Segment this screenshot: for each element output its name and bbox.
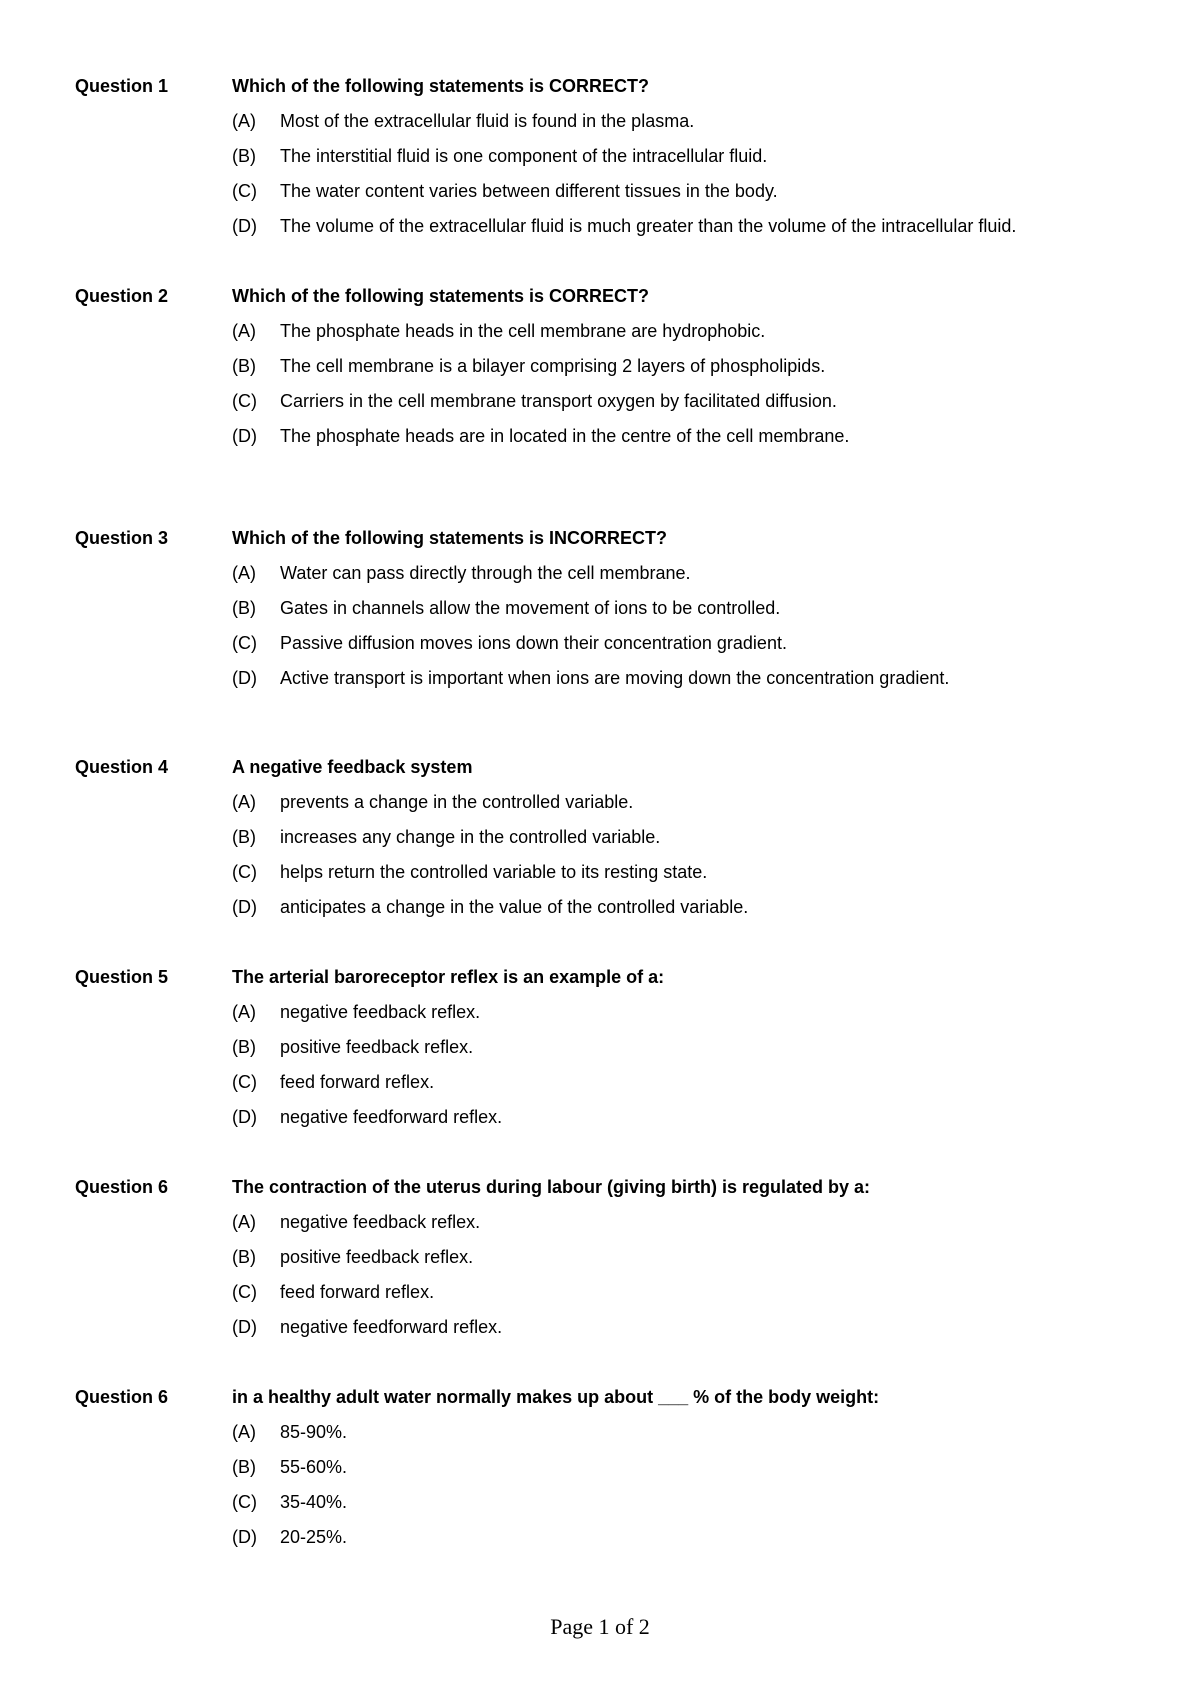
option-text: The cell membrane is a bilayer comprising 2 layers of phospholipids. bbox=[280, 356, 826, 376]
option-letter: (D) bbox=[232, 216, 257, 236]
option-letter: (A) bbox=[232, 1422, 256, 1442]
option-text: negative feedforward reflex. bbox=[280, 1317, 503, 1337]
option-text: Most of the extracellular fluid is found in the plasma. bbox=[280, 111, 695, 131]
option-text: Carriers in the cell membrane transport oxygen by facilitated diffusion. bbox=[280, 391, 837, 411]
question-label: Question 1 bbox=[75, 76, 169, 96]
option-text: positive feedback reflex. bbox=[280, 1247, 474, 1267]
option-text: The water content varies between different tissues in the body. bbox=[280, 181, 778, 201]
option-text: 85-90%. bbox=[280, 1422, 348, 1442]
question-label: Question 6 bbox=[75, 1177, 169, 1197]
option-letter: (C) bbox=[232, 1282, 257, 1302]
question-stem: Which of the following statements is CORRECT? bbox=[232, 286, 650, 306]
option-text: negative feedback reflex. bbox=[280, 1212, 481, 1232]
question-stem: Which of the following statements is INCORRECT? bbox=[232, 528, 668, 548]
option-letter: (C) bbox=[232, 181, 257, 201]
option-letter: (A) bbox=[232, 111, 256, 131]
option-text: negative feedforward reflex. bbox=[280, 1107, 503, 1127]
question-stem: The arterial baroreceptor reflex is an example of a: bbox=[232, 967, 665, 987]
question-label: Question 6 bbox=[75, 1387, 169, 1407]
option-text: 20-25%. bbox=[280, 1527, 348, 1547]
option-text: feed forward reflex. bbox=[280, 1282, 435, 1302]
option-letter: (B) bbox=[232, 1457, 256, 1477]
option-letter: (B) bbox=[232, 827, 256, 847]
option-text: Water can pass directly through the cell membrane. bbox=[280, 563, 691, 583]
option-text: Active transport is important when ions are moving down the concentration gradient. bbox=[280, 668, 950, 688]
question-label: Question 3 bbox=[75, 528, 169, 548]
option-letter: (C) bbox=[232, 391, 257, 411]
option-text: The interstitial fluid is one component of the intracellular fluid. bbox=[280, 146, 768, 166]
page-number: Page 1 of 2 bbox=[550, 1614, 650, 1639]
question-label: Question 5 bbox=[75, 967, 169, 987]
option-text: increases any change in the controlled variable. bbox=[280, 827, 661, 847]
option-text: helps return the controlled variable to its resting state. bbox=[280, 862, 708, 882]
option-letter: (B) bbox=[232, 356, 256, 376]
option-letter: (C) bbox=[232, 633, 257, 653]
option-letter: (B) bbox=[232, 146, 256, 166]
question-stem: A negative feedback system bbox=[232, 757, 473, 777]
option-letter: (A) bbox=[232, 321, 256, 341]
option-text: Passive diffusion moves ions down their concentration gradient. bbox=[280, 633, 787, 653]
option-text: anticipates a change in the value of the controlled variable. bbox=[280, 897, 749, 917]
option-text: prevents a change in the controlled variable. bbox=[280, 792, 634, 812]
option-letter: (B) bbox=[232, 1247, 256, 1267]
option-letter: (A) bbox=[232, 1002, 256, 1022]
question-label: Question 4 bbox=[75, 757, 169, 777]
option-text: The phosphate heads in the cell membrane are hydrophobic. bbox=[280, 321, 766, 341]
option-letter: (D) bbox=[232, 897, 257, 917]
question-stem: Which of the following statements is CORRECT? bbox=[232, 76, 650, 96]
option-text: The volume of the extracellular fluid is much greater than the volume of the intracellular fluid. bbox=[280, 216, 1017, 236]
option-letter: (D) bbox=[232, 1317, 257, 1337]
option-letter: (D) bbox=[232, 668, 257, 688]
option-text: The phosphate heads are in located in the centre of the cell membrane. bbox=[280, 426, 850, 446]
option-letter: (A) bbox=[232, 792, 256, 812]
option-letter: (D) bbox=[232, 426, 257, 446]
option-letter: (D) bbox=[232, 1107, 257, 1127]
option-text: Gates in channels allow the movement of ions to be controlled. bbox=[280, 598, 781, 618]
question-stem: The contraction of the uterus during labour (giving birth) is regulated by a: bbox=[232, 1177, 871, 1197]
option-letter: (D) bbox=[232, 1527, 257, 1547]
option-letter: (B) bbox=[232, 1037, 256, 1057]
option-letter: (A) bbox=[232, 563, 256, 583]
option-text: 35-40%. bbox=[280, 1492, 348, 1512]
option-text: 55-60%. bbox=[280, 1457, 348, 1477]
question-label: Question 2 bbox=[75, 286, 169, 306]
option-letter: (A) bbox=[232, 1212, 256, 1232]
option-letter: (C) bbox=[232, 1072, 257, 1092]
option-text: negative feedback reflex. bbox=[280, 1002, 481, 1022]
question-stem: in a healthy adult water normally makes up about ___ % of the body weight: bbox=[232, 1387, 880, 1407]
option-letter: (B) bbox=[232, 598, 256, 618]
option-letter: (C) bbox=[232, 1492, 257, 1512]
option-text: feed forward reflex. bbox=[280, 1072, 435, 1092]
option-letter: (C) bbox=[232, 862, 257, 882]
option-text: positive feedback reflex. bbox=[280, 1037, 474, 1057]
